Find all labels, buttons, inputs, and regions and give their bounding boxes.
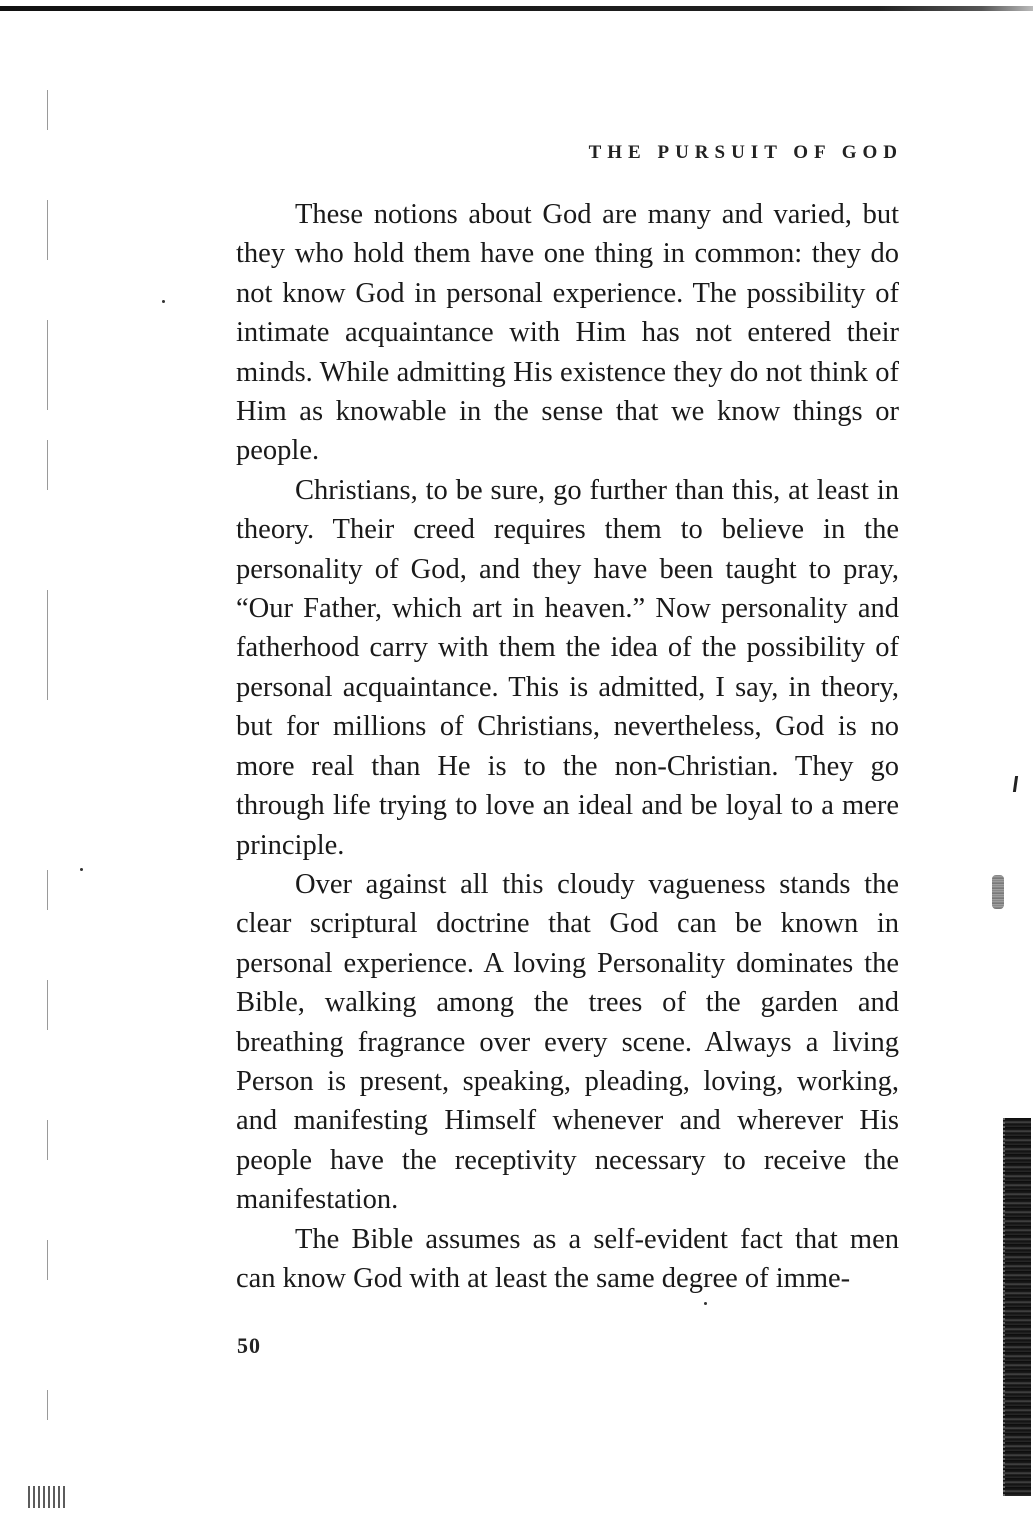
scan-edge-left	[47, 590, 48, 700]
body-text	[236, 195, 899, 1298]
scan-edge-left	[47, 870, 48, 910]
scan-speck	[80, 868, 83, 871]
scan-smudge	[992, 875, 1004, 909]
scan-edge-left	[47, 320, 48, 410]
page-number: 50	[237, 1333, 261, 1358]
scan-speck	[704, 1302, 707, 1305]
scan-speck	[162, 300, 165, 303]
scan-edge-left	[47, 1390, 48, 1420]
scan-edge-left	[47, 1240, 48, 1280]
paragraph: Christians, to be sure, go further than this, at least in theory. Their creed requires them to believe in the personality of God, and they have been taught to pray, “Our Father, which art in heaven.” Now personality and fatherhood carry with them the idea of the possibility of personal acquaintance. This is admitted, I say, in theory, but for millions of Christians, nevertheless, God is no more real than He is to the non-Christian. They go through life trying to love an ideal and be loyal to a mere principle.	[236, 474, 899, 861]
paragraph: The Bible assumes as a self-evident fact that men can know God with at least the same degree of imme-	[236, 1223, 899, 1294]
scan-edge-left	[47, 440, 48, 490]
scan-tick	[1013, 776, 1018, 792]
scan-top-rule	[0, 6, 1033, 11]
scan-edge-left	[47, 1120, 48, 1160]
scan-edge-left	[47, 90, 48, 130]
scan-edge-right	[1003, 1118, 1031, 1496]
paragraph: Over against all this cloudy vagueness stands the clear scriptural doctrine that God can be known in personal experience. A loving Personality dominates the Bible, walking among the trees of the garden and breathing fragrance over every scene. Always a living Person is present, speaking, pleading, loving, working, and manifesting Himself whenever and wherever His people have the receptivity necessary to receive the manifestation.	[236, 868, 899, 1216]
scan-edge-left	[47, 980, 48, 1030]
running-header: THE PURSUIT OF GOD	[588, 142, 903, 163]
paragraph: These notions about God are many and varied, but they who hold them have one thing in common: they do not know God in personal experience. The possibility of intimate acquaintance with Him has not entered their minds. While admitting His existence they do not think of Him as knowable in the sense that we know things or people.	[236, 199, 899, 467]
scan-corner-mark	[28, 1486, 66, 1508]
scan-edge-left	[47, 200, 48, 260]
